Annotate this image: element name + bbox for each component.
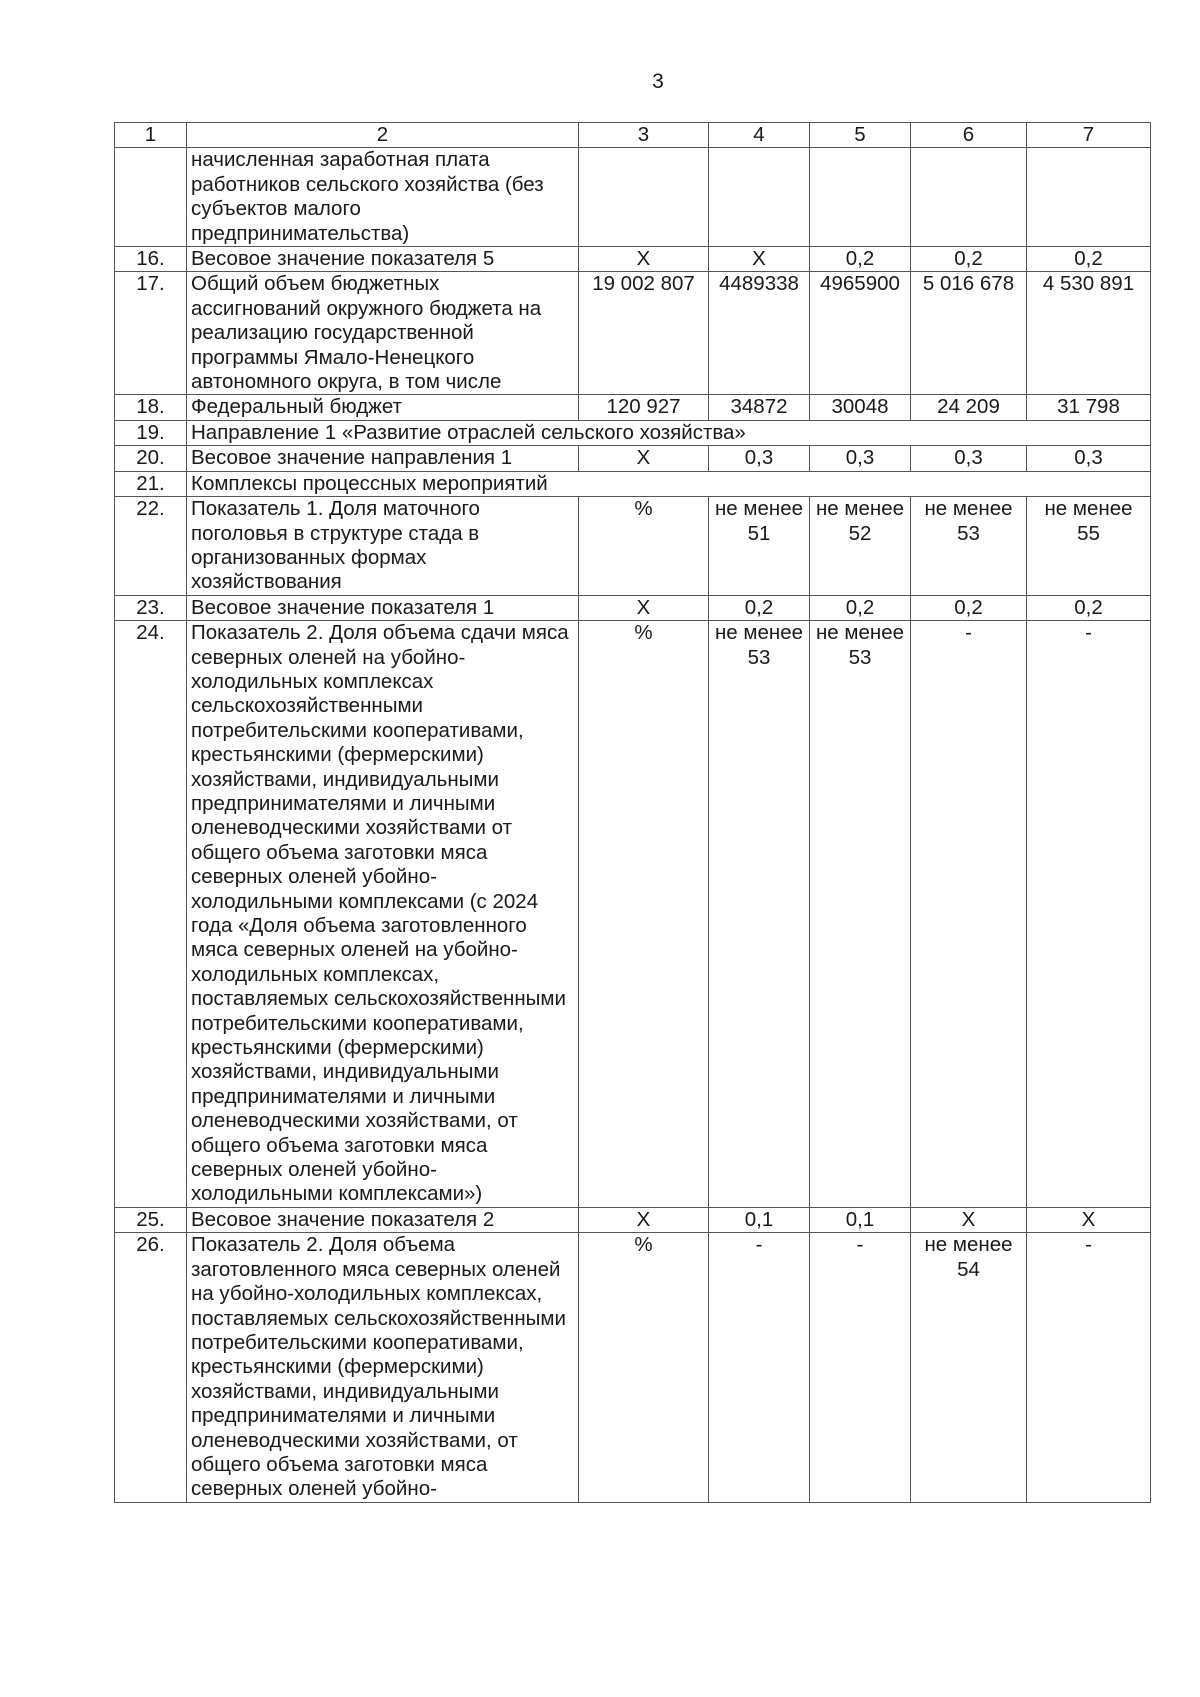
value-cell-col3: %: [579, 621, 709, 1208]
table-row: [115, 446, 1151, 471]
value-cell-col3: %: [579, 497, 709, 596]
row-number: [115, 148, 187, 247]
value-cell-col3: Х: [579, 595, 709, 620]
value-cell-col4: 0,3: [709, 446, 810, 471]
value-cell-col4: [709, 148, 810, 247]
indicator-name: Показатель 2. Доля объема сдачи мяса северных оленей на убойно-холодильных комплексах сельскохозяйственными потребительскими кооперативами, крестьянскими (фермерскими) хозяйствами, индивидуальными предпринимателями и личными оленеводческими хозяйствами от общего объема заготовки мяса северных оленей убойно-холодильными комплексами (с 2024 года «Доля объема заготовленного мяса северных оленей на убойно-холодильных комплексах, поставляемых сельскохозяйственными потребительскими кооперативами, крестьянскими (фермерскими) хозяйствами, индивидуальными предпринимателями и личными оленеводческими хозяйствами, от общего объема заготовки мяса северных оленей убойно-холодильными комплексами»): [187, 621, 579, 1208]
value-cell-col6: не менее 53: [911, 497, 1027, 596]
row-number: 16.: [115, 247, 187, 272]
header-cell: 3: [579, 123, 709, 148]
value-cell-col5: 0,2: [810, 595, 911, 620]
table-row: [115, 420, 1151, 445]
value-cell-col4: не менее 53: [709, 621, 810, 1208]
header-cell: 2: [187, 123, 579, 148]
value-cell-col3: %: [579, 1233, 709, 1502]
header-cell: 6: [911, 123, 1027, 148]
table-row: [115, 148, 1151, 247]
indicator-name: начисленная заработная плата работников сельского хозяйства (без субъектов малого предпринимательства): [187, 148, 579, 247]
value-cell-col3: Х: [579, 1207, 709, 1232]
header-cell: 4: [709, 123, 810, 148]
value-cell-col5: [810, 148, 911, 247]
value-cell-col4: не менее 51: [709, 497, 810, 596]
row-number: 19.: [115, 420, 187, 445]
value-cell-col7: [1027, 148, 1151, 247]
table-row: [115, 497, 1151, 596]
value-cell-col4: 0,2: [709, 595, 810, 620]
value-cell-col4: 4489338: [709, 272, 810, 395]
table-row: [115, 621, 1151, 1208]
value-cell-col7: 0,3: [1027, 446, 1151, 471]
value-cell-col5: -: [810, 1233, 911, 1502]
value-cell-col7: -: [1027, 621, 1151, 1208]
row-number: 17.: [115, 272, 187, 395]
header-cell: 7: [1027, 123, 1151, 148]
table-row: [115, 595, 1151, 620]
section-title: Комплексы процессных мероприятий: [187, 471, 1151, 496]
row-number: 22.: [115, 497, 187, 596]
row-number: 21.: [115, 471, 187, 496]
table-row: [115, 1233, 1151, 1502]
value-cell-col6: [911, 148, 1027, 247]
value-cell-col6: 24 209: [911, 395, 1027, 420]
value-cell-col7: Х: [1027, 1207, 1151, 1232]
indicator-name: Весовое значение показателя 2: [187, 1207, 579, 1232]
value-cell-col5: 0,1: [810, 1207, 911, 1232]
value-cell-col7: -: [1027, 1233, 1151, 1502]
value-cell-col5: 4965900: [810, 272, 911, 395]
indicator-name: Показатель 2. Доля объема заготовленного мяса северных оленей на убойно-холодильных комплексах, поставляемых сельскохозяйственными потребительскими кооперативами, крестьянскими (фермерскими) хозяйствами, индивидуальными предпринимателями и личными оленеводческими хозяйствами, от общего объема заготовки мяса северных оленей убойно-: [187, 1233, 579, 1502]
value-cell-col6: -: [911, 621, 1027, 1208]
value-cell-col6: 5 016 678: [911, 272, 1027, 395]
table-header-row: [115, 123, 1151, 148]
table-row: [115, 1207, 1151, 1232]
page-number: 3: [652, 70, 664, 93]
row-number: 23.: [115, 595, 187, 620]
section-title: Направление 1 «Развитие отраслей сельского хозяйства»: [187, 420, 1151, 445]
value-cell-col4: 34872: [709, 395, 810, 420]
row-number: 24.: [115, 621, 187, 1208]
value-cell-col6: 0,2: [911, 595, 1027, 620]
table-row: [115, 471, 1151, 496]
row-number: 25.: [115, 1207, 187, 1232]
value-cell-col4: Х: [709, 247, 810, 272]
table-row: [115, 272, 1151, 395]
indicators-table: [114, 122, 1151, 1503]
value-cell-col3: Х: [579, 247, 709, 272]
value-cell-col4: -: [709, 1233, 810, 1502]
table-row: [115, 247, 1151, 272]
indicator-name: Федеральный бюджет: [187, 395, 579, 420]
value-cell-col7: 0,2: [1027, 595, 1151, 620]
value-cell-col7: 4 530 891: [1027, 272, 1151, 395]
value-cell-col3: 120 927: [579, 395, 709, 420]
value-cell-col5: 0,2: [810, 247, 911, 272]
table-row: [115, 395, 1151, 420]
value-cell-col6: 0,3: [911, 446, 1027, 471]
row-number: 20.: [115, 446, 187, 471]
value-cell-col7: 0,2: [1027, 247, 1151, 272]
value-cell-col5: не менее 53: [810, 621, 911, 1208]
value-cell-col7: 31 798: [1027, 395, 1151, 420]
value-cell-col5: 30048: [810, 395, 911, 420]
value-cell-col5: 0,3: [810, 446, 911, 471]
row-number: 26.: [115, 1233, 187, 1502]
value-cell-col4: 0,1: [709, 1207, 810, 1232]
indicator-name: Общий объем бюджетных ассигнований окружного бюджета на реализацию государственной программы Ямало-Ненецкого автономного округа, в том числе: [187, 272, 579, 395]
value-cell-col5: не менее 52: [810, 497, 911, 596]
value-cell-col3: 19 002 807: [579, 272, 709, 395]
indicator-name: Весовое значение направления 1: [187, 446, 579, 471]
row-number: 18.: [115, 395, 187, 420]
indicator-name: Показатель 1. Доля маточного поголовья в структуре стада в организованных формах хозяйствования: [187, 497, 579, 596]
value-cell-col3: Х: [579, 446, 709, 471]
value-cell-col6: Х: [911, 1207, 1027, 1232]
indicator-name: Весовое значение показателя 1: [187, 595, 579, 620]
value-cell-col6: не менее 54: [911, 1233, 1027, 1502]
value-cell-col7: не менее 55: [1027, 497, 1151, 596]
value-cell-col6: 0,2: [911, 247, 1027, 272]
indicator-name: Весовое значение показателя 5: [187, 247, 579, 272]
header-cell: 1: [115, 123, 187, 148]
value-cell-col3: [579, 148, 709, 247]
header-cell: 5: [810, 123, 911, 148]
